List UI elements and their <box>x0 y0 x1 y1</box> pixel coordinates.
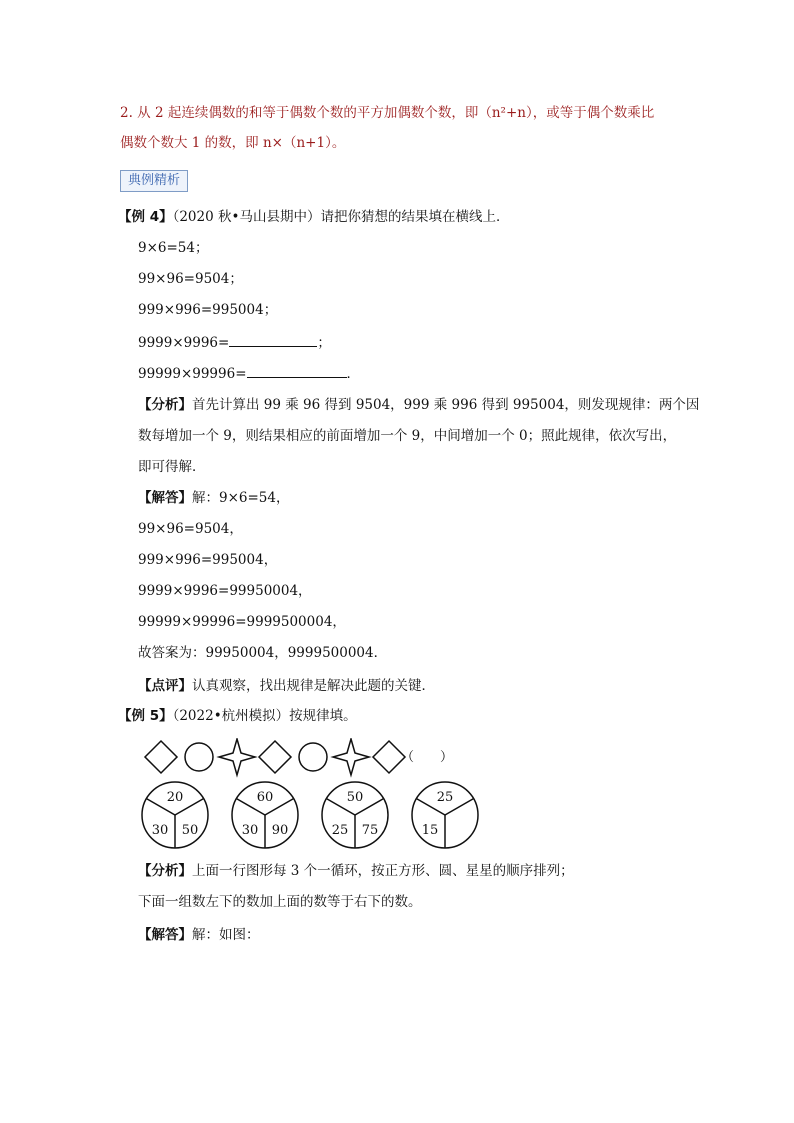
pattern-svg <box>139 738 479 850</box>
example-5-answer-line <box>138 926 260 944</box>
example-5-analysis-line-1 <box>138 862 574 880</box>
example-5-source: （2022•杭州模拟）按规律填。 <box>172 708 357 724</box>
answer-tag: 【解答】 <box>138 490 192 506</box>
given-line-3: 999×996=995004； <box>138 302 278 318</box>
circle-shape <box>299 743 327 771</box>
rule-2-line-1: 2. 从 2 起连续偶数的和等于偶数个数的平方加偶数个数，即（n²+n），或等于偶个数乘比 <box>120 105 655 121</box>
example-5-answer-tag: 【解答】 <box>138 927 192 943</box>
comment-text: 认真观察，找出规律是解决此题的关键． <box>192 678 435 694</box>
analysis-line-1 <box>138 396 699 414</box>
answer-line-6: 故答案为：99950004，9999500004． <box>138 645 388 661</box>
circle-shape <box>185 743 213 771</box>
example-5-analysis-line-2: 下面一组数左下的数加上面的数等于右下的数。 <box>138 894 422 910</box>
comment-tag: 【点评】 <box>138 678 192 694</box>
example-4-source: （2020 秋•马山县期中）请把你猜想的结果填在横线上． <box>172 209 510 225</box>
example-5-header <box>118 707 357 725</box>
circle-right-value: 50 <box>181 823 199 838</box>
answer-blank-2[interactable] <box>247 363 347 378</box>
answer-line-2: 99×96=9504， <box>138 521 243 537</box>
answer-line-5: 99999×99996=9999500004， <box>138 614 346 630</box>
star-shape <box>333 739 369 775</box>
circle-top-value: 25 <box>436 790 454 805</box>
comment-line <box>138 677 435 695</box>
shape-row <box>145 739 405 775</box>
answer-line-1 <box>138 489 289 507</box>
example-4-tag: 【例 4】 <box>118 209 173 225</box>
answer-paren: （ ） <box>401 750 454 765</box>
circle-top-value: 60 <box>256 790 274 805</box>
diamond-shape <box>259 741 291 773</box>
given-line-2: 99×96=9504； <box>138 271 243 287</box>
circle-row <box>142 782 478 848</box>
example-5-analysis-text-1: 上面一行图形每 3 个一循环，按正方形、圆、星星的顺序排列； <box>192 863 574 879</box>
circle-right-value: 75 <box>361 823 379 838</box>
example-5-answer-text: 解：如图： <box>192 927 260 943</box>
example-4-header <box>118 208 509 226</box>
blank-1-prefix: 9999×9996= <box>138 335 230 351</box>
analysis-line-3: 即可得解． <box>138 459 206 475</box>
diamond-shape <box>145 741 177 773</box>
circle-left-value: 30 <box>151 823 169 838</box>
analysis-tag: 【分析】 <box>138 397 192 413</box>
circle-left-value: 30 <box>241 823 259 838</box>
given-line-1: 9×6=54； <box>138 240 209 256</box>
circle-top-value: 50 <box>346 790 364 805</box>
answer-blank-1[interactable] <box>229 332 317 347</box>
example-5-tag: 【例 5】 <box>118 708 173 724</box>
example-5-analysis-tag: 【分析】 <box>138 863 192 879</box>
circle-left-value: 25 <box>331 823 349 838</box>
circle-right-value: 90 <box>271 823 289 838</box>
blank-1-suffix: ； <box>317 335 331 351</box>
blank-2-prefix: 99999×99996= <box>138 366 247 382</box>
blank-line-1 <box>138 332 331 352</box>
star-shape <box>219 739 255 775</box>
circle-top-value: 20 <box>166 790 184 805</box>
pattern-figure <box>139 738 479 854</box>
rule-2-line-2: 偶数个数大 1 的数，即 n×（n+1）。 <box>120 135 346 151</box>
analysis-text-1: 首先计算出 99 乘 96 得到 9504，999 乘 996 得到 995004，则发现规律：两个因 <box>192 397 700 413</box>
answer-line-3: 999×996=995004， <box>138 552 278 568</box>
blank-line-2 <box>138 363 360 383</box>
answer-line-4: 9999×9996=99950004， <box>138 583 312 599</box>
section-label: 典例精析 <box>120 170 188 192</box>
analysis-line-2: 数每增加一个 9，则结果相应的前面增加一个 9，中间增加一个 0；照此规律，依次写出， <box>138 428 677 444</box>
answer-first: 解：9×6=54， <box>192 490 290 506</box>
circle-left-value: 15 <box>421 823 439 838</box>
blank-2-suffix: ． <box>346 366 361 382</box>
